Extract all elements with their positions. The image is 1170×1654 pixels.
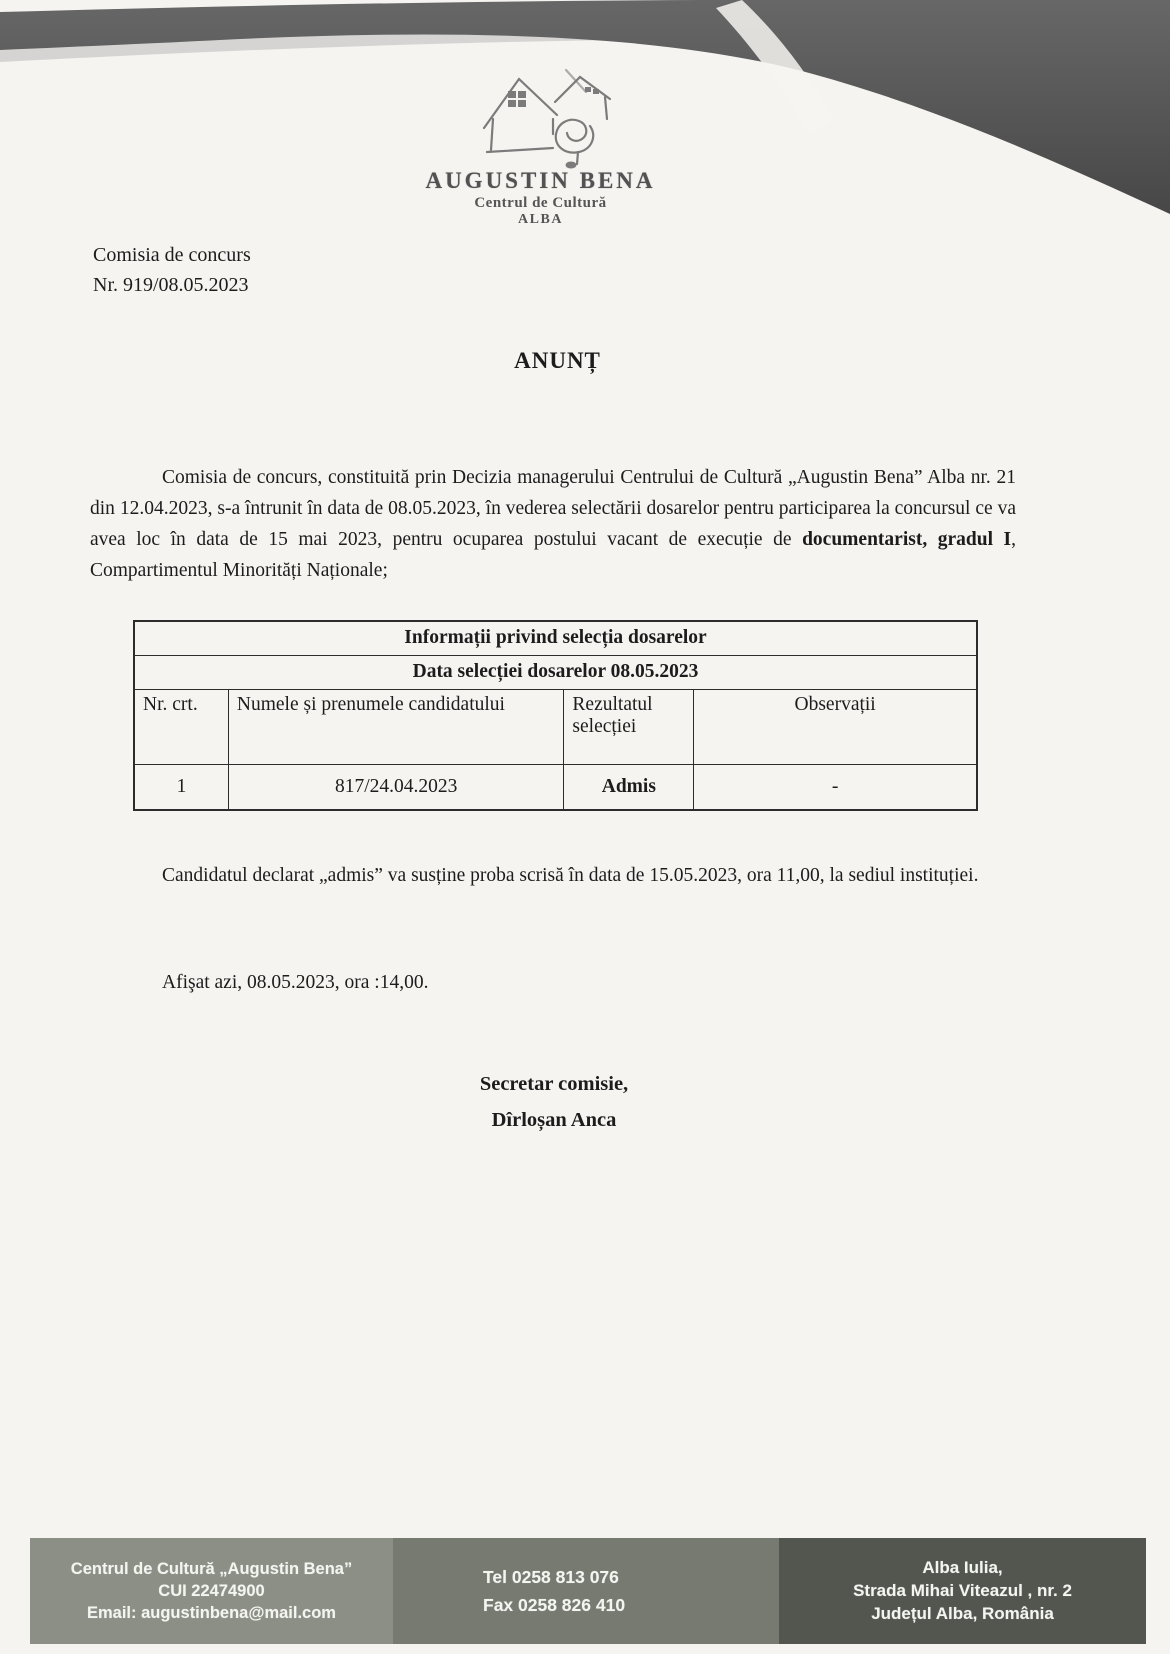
posted-date-line: Afişat azi, 08.05.2023, ora :14,00. [162,972,429,993]
table-row [134,764,977,810]
commission-label: Comisia de concurs [93,244,251,266]
col-header-observations: Observații [694,689,977,764]
cell-result: Admis [564,764,694,810]
col-header-nr: Nr. crt. [134,689,228,764]
written-exam-paragraph: Candidatul declarat „admis” va susține proba scrisă în data de 15.05.2023, ora 11,00, la sediul instituției. [162,865,979,886]
signature-name: Dîrloșan Anca [491,1109,617,1131]
house-music-note-logo-icon [456,64,626,172]
footer-bar [30,1538,1146,1644]
selection-results-table [133,620,978,811]
footer-city: Alba Iulia, [922,1558,1003,1577]
org-type: Centrul de Cultură [474,195,607,211]
org-county: ALBA [518,212,563,227]
intro-text-before: Comisia de concurs, constituită prin Decizia managerului Centrului de Cultură „Augustin Bena” Alba nr. 21 din 12.04.2023, s-a întrunit în data de 08.05.2023, în vederea selectării dosarelor pentru participarea la concursul ce va avea loc în data de 15 mai 2023, pentru ocuparea postului vacant de execuție de [90,467,1016,550]
table-subtitle: Data selecției dosarelor 08.05.2023 [134,655,977,689]
table-title: Informații privind selecția dosarelor [134,621,977,655]
commission-reference [93,240,251,300]
intro-text-after: , Compartimentul Minorități Naționale; [90,529,1017,581]
document-title: ANUNȚ [514,348,601,373]
footer-org-name: Centrul de Cultură „Augustin Bena” [70,1559,353,1578]
cell-observation: - [694,764,977,810]
org-name: AUGUSTIN BENA [425,168,656,193]
cell-nr: 1 [134,764,228,810]
footer-org-email: Email: augustinbena@mail.com [87,1603,336,1622]
footer-tel: Tel 0258 813 076 [483,1566,619,1587]
table-header-row [134,689,977,764]
col-header-name: Numele și prenumele candidatului [228,689,564,764]
intro-paragraph [90,462,1016,586]
letterhead-logo [383,64,698,228]
col-header-result: Rezultatul selecției [564,689,694,764]
cell-candidate: 817/24.04.2023 [228,764,564,810]
table-subtitle-row [134,655,977,689]
signature-block [0,1066,1108,1138]
footer-address-block [779,1538,1146,1644]
footer-org-cui: CUI 22474900 [158,1581,265,1600]
table-title-row [134,621,977,655]
footer-org-block [30,1538,393,1644]
footer-contact-block [393,1538,779,1644]
signature-role: Secretar comisie, [479,1073,629,1095]
footer-county: Județul Alba, România [871,1604,1054,1623]
footer-fax: Fax 0258 826 410 [483,1594,626,1615]
registration-number: Nr. 919/08.05.2023 [93,274,249,296]
job-title-bold: documentarist, gradul I [802,529,1012,550]
footer-street: Strada Mihai Viteazul , nr. 2 [853,1581,1072,1600]
